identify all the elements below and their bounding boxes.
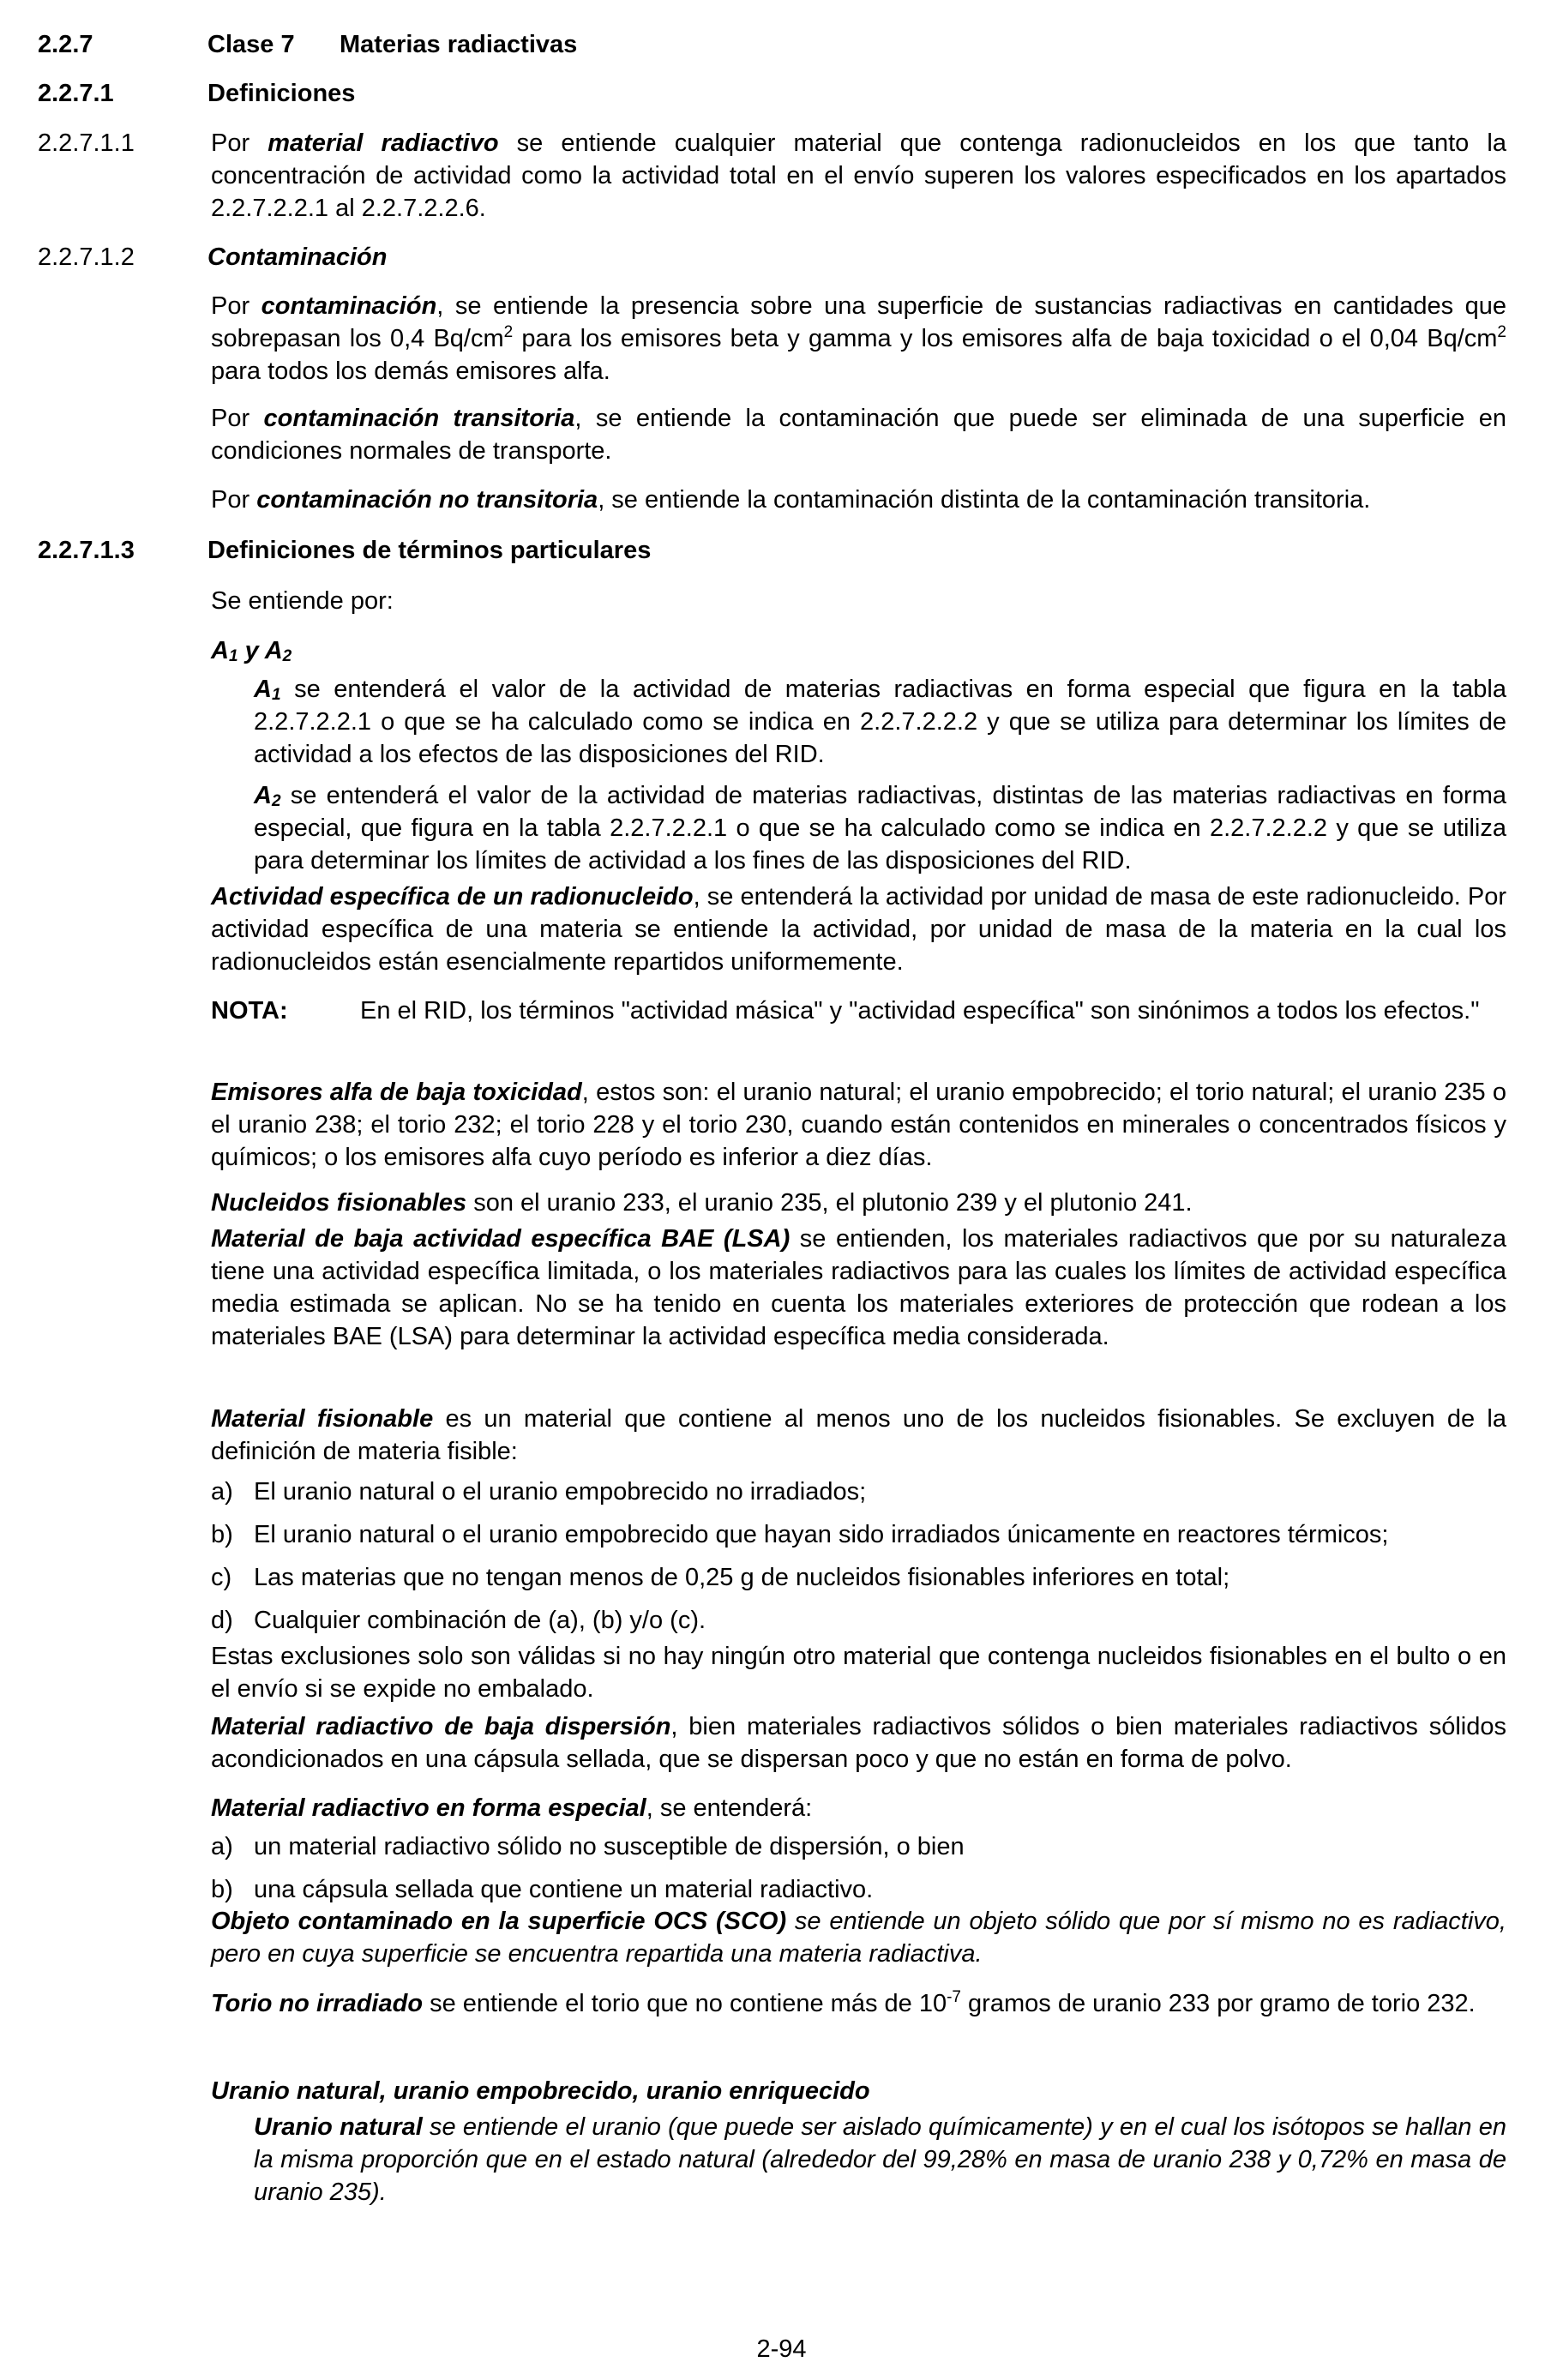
list-item: d) Cualquier combinación de (a), (b) y/o (c). — [211, 1607, 706, 1634]
fisionable-exclusion-list — [38, 1475, 1506, 1637]
a2-definition: $A_2$ se entenderá el valor de la actividad de materias radiactivas, distintas de las materias radiactivas en forma especial, que figura en la tabla 2.2.7.2.2.1 o que se ha calculado como se indica en 2.2.7.2.2.2 y que se utiliza para determinar los límites de actividad a los fines de las disposiciones del RID. — [254, 782, 1506, 874]
subsection-title: Definiciones de términos particulares — [207, 537, 652, 564]
bae-lsa-paragraph: Material de baja actividad específica BAE (LSA) se entienden, los materiales radiactivos que por su naturaleza tiene una actividad específica limitada, o los materiales radiactivos para las cuales los límites de actividad específica media estimada se aplican. No se ha tenido en cuenta los materiales exteriores de protección que rodean a los materiales BAE (LSA) para determinar la actividad específica media considerada. — [211, 1225, 1506, 1350]
term: contaminación no transitoria — [256, 486, 598, 514]
uranio-heading: Uranio natural, uranio empobrecido, uranio enriquecido — [211, 2077, 870, 2105]
list-item: b) El uranio natural o el uranio empobrecido que hayan sido irradiados únicamente en reactores térmicos; — [211, 1521, 1389, 1548]
contaminacion-paragraph: Por contaminación, se entiende la presencia sobre una superficie de sustancias radiactivas en cantidades que sobrepasan los 0,4 $Bq/cm^2$ para los emisores beta y gamma y los emisores alfa de baja toxicidad o el 0,04 $Bq/cm^2$ para todos los demás emisores alfa. — [211, 292, 1506, 385]
list-item: b) una cápsula sellada que contiene un material radiactivo. — [211, 1876, 874, 1903]
section-class: Clase 7 — [207, 31, 295, 58]
term: material radiactivo — [268, 129, 499, 157]
actividad-especifica-paragraph: Actividad específica de un radionucleido, se entenderá la actividad por unidad de masa de este radionucleido. Por actividad específica de una materia se entiende la actividad, por unidad de masa de la materia en la cual los radionucleidos están esencialmente repartidos uniformemente. — [211, 883, 1506, 976]
nota-label: NOTA: — [211, 997, 288, 1025]
forma-especial-list — [38, 1830, 1506, 1906]
nota-text: En el RID, los términos "actividad másica" y "actividad específica" son sinónimos a todos los efectos." — [360, 997, 1480, 1025]
paragraph-number: 2.2.7.1.2 — [38, 243, 135, 271]
nota — [38, 995, 1506, 1027]
term: contaminación transitoria — [263, 405, 575, 432]
torio-no-irradiado-paragraph: Torio no irradiado se entiende el torio que no contiene más de $10^{-7}$ gramos de uranio 233 por gramo de torio 232. — [211, 1988, 1476, 2017]
definition-material-radiactivo — [38, 127, 1506, 225]
list-item: c) Las materias que no tengan menos de 0,25 g de nucleidos fisionables inferiores en total; — [211, 1564, 1230, 1591]
list-item: a) un material radiactivo sólido no susceptible de dispersión, o bien — [211, 1833, 965, 1860]
term: Material radiactivo en forma especial — [211, 1794, 646, 1822]
term: Emisores alfa de baja toxicidad — [211, 1079, 582, 1106]
contaminacion-no-transitoria-paragraph: Por contaminación no transitoria, se entiende la contaminación distinta de la contaminación transitoria. — [211, 486, 1371, 514]
list-item: a) El uranio natural o el uranio empobrecido no irradiados; — [211, 1478, 867, 1506]
paragraph-text: Por material radiactivo se entiende cualquier material que contenga radionucleidos en los que tanto la concentración de actividad como la actividad total en el envío superen los valores especificados en los apartados 2.2.7.2.2.1 al 2.2.7.2.2.6. — [211, 129, 1506, 222]
page-number: 2-94 — [756, 2335, 807, 2363]
uranio-natural-paragraph: Uranio natural se entiende el uranio (que puede ser aislado químicamente) y en el cual los isótopos se hallan en la misma proporción que en el estado natural (alrededor del 99,28% en masa de uranio 238 y 0,72% en masa de uranio 235). — [254, 2113, 1506, 2206]
term: Material de baja actividad específica BAE (LSA) — [211, 1225, 791, 1253]
term: Objeto contaminado en la superficie OCS (SCO) — [211, 1908, 787, 1935]
paragraph-number: 2.2.7.1.1 — [38, 129, 135, 157]
a1-a2-heading: $A_1$ y $A_2$ — [211, 637, 292, 665]
contaminacion-transitoria-paragraph: Por contaminación transitoria, se entiende la contaminación que puede ser eliminada de una superficie en condiciones normales de transporte. — [211, 405, 1507, 465]
subsection-title: Contaminación — [207, 243, 388, 271]
term: Actividad específica de un radionucleido — [211, 883, 694, 911]
term: contaminación — [261, 292, 437, 320]
forma-especial-paragraph: Material radiactivo en forma especial, se entenderá: — [211, 1794, 813, 1822]
nucleidos-fisionables-paragraph: Nucleidos fisionables son el uranio 233, el uranio 235, el plutonio 239 y el plutonio 241. — [211, 1189, 1193, 1217]
definitions-number: 2.2.7.1 — [38, 80, 114, 107]
exclusiones-paragraph: Estas exclusiones solo son válidas si no hay ningún otro material que contenga nucleidos fisionables en el bulto o en el envío si se expide no embalado. — [211, 1643, 1506, 1703]
material-fisionable-paragraph: Material fisionable es un material que contiene al menos uno de los nucleidos fisionables. Se excluyen de la definición de materia fisible: — [211, 1405, 1507, 1465]
term: Material fisionable — [211, 1405, 434, 1433]
section-number: 2.2.7 — [38, 31, 93, 58]
baja-dispersion-paragraph: Material radiactivo de baja dispersión, bien materiales radiactivos sólidos o bien materiales radiactivos sólidos acondicionados en una cápsula sellada, que se dispersan poco y que no están en forma de polvo. — [211, 1713, 1507, 1773]
section-title: Materias radiactivas — [340, 31, 578, 58]
term: Nucleidos fisionables — [211, 1189, 467, 1217]
term: Material radiactivo de baja dispersión — [211, 1713, 671, 1740]
term: Uranio natural — [254, 2113, 423, 2141]
ocs-sco-paragraph: Objeto contaminado en la superficie OCS (SCO) se entiende un objeto sólido que por sí mismo no es radiactivo, pero en cuya superficie se encuentra repartida una materia radiactiva. — [211, 1908, 1506, 1968]
paragraph-number: 2.2.7.1.3 — [38, 537, 135, 564]
emisores-alfa-paragraph: Emisores alfa de baja toxicidad, estos son: el uranio natural; el uranio empobrecido; el torio natural; el uranio 235 o el uranio 238; el torio 232; el torio 228 y el torio 230, cuando están contenidos en minerales o concentrados físicos y químicos; o los emisores alfa cuyo período es inferior a diez días. — [211, 1079, 1507, 1171]
a1-definition: $A_1$ se entenderá el valor de la actividad de materias radiactivas en forma especial que figura en la tabla 2.2.7.2.2.1 o que se ha calculado como se indica en 2.2.7.2.2.2 y que se utiliza para determinar los límites de actividad a los efectos de las disposiciones del RID. — [254, 676, 1506, 768]
term: Torio no irradiado — [211, 1990, 424, 2017]
definitions-title: Definiciones — [207, 80, 356, 107]
intro-text: Se entiende por: — [211, 587, 394, 615]
